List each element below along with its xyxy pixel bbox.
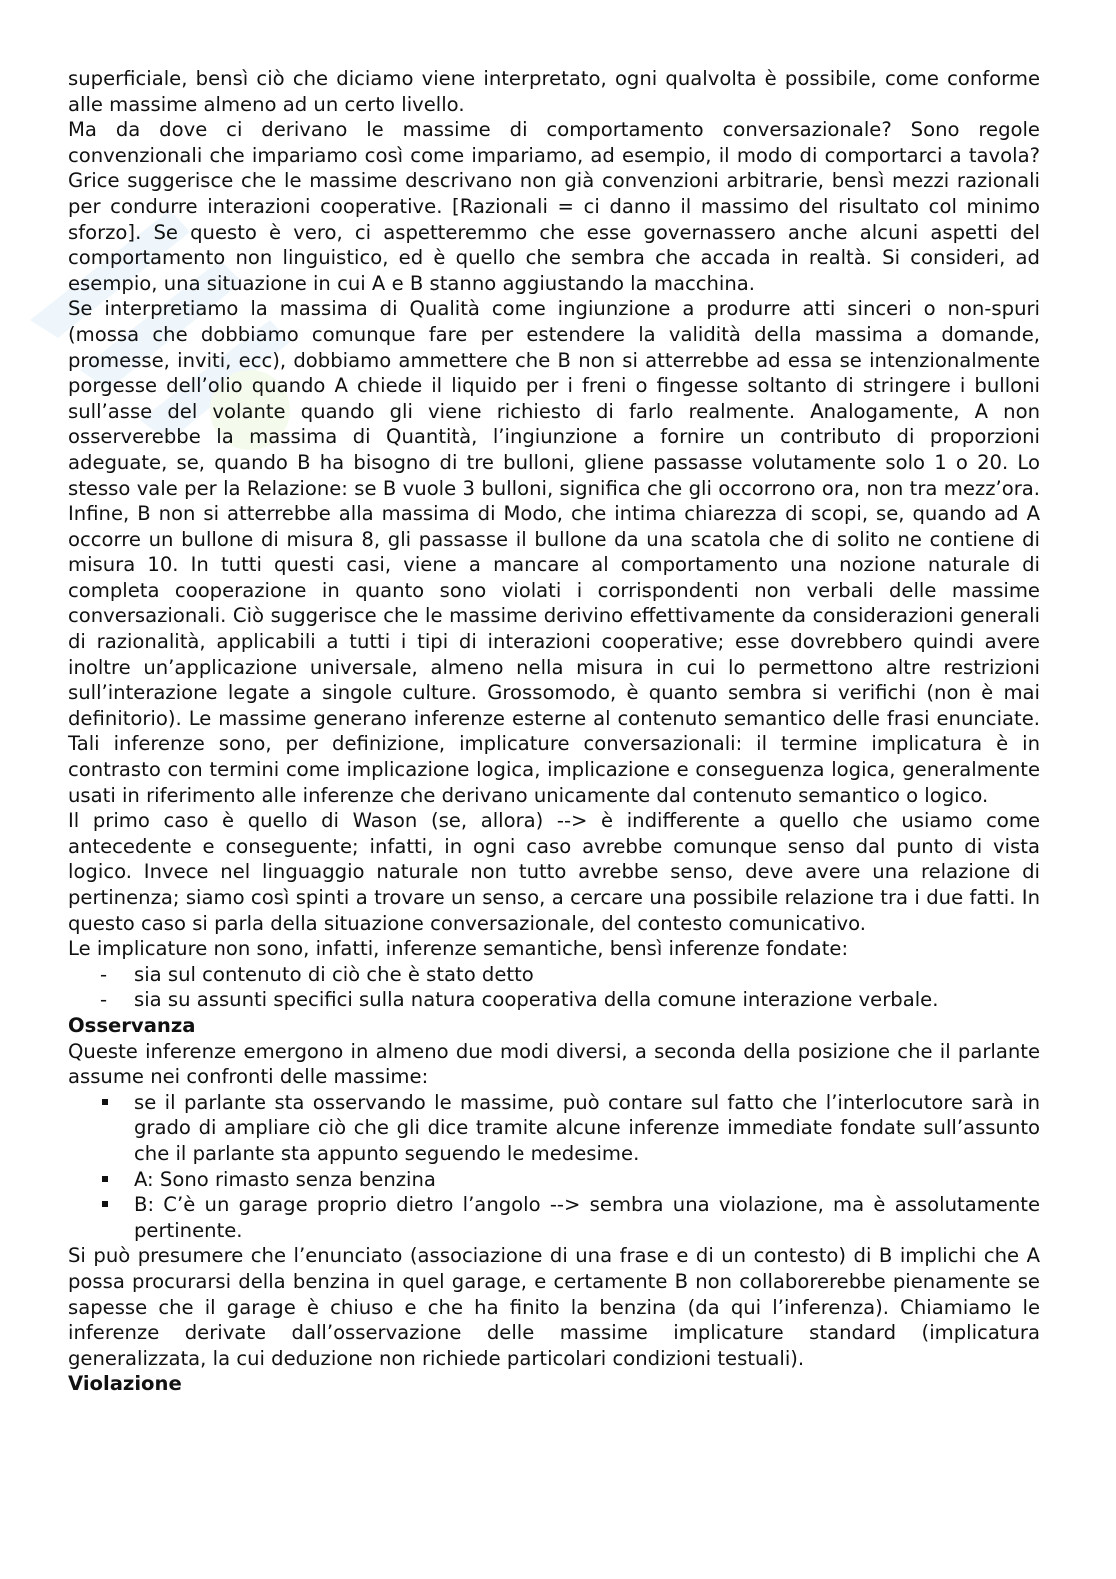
paragraph-7: Si può presumere che l’enunciato (associazione di una frase e di un contesto) di B implichi che A possa procurarsi della benzina in quel garage, e certamente B non collaborerebbe pienamente se sapesse che il garage è chiuso e che ha finito la benzina (da qui l’inferenza). Chiamiamo le inferenze derivate dall’osservazione delle massime implicature standard (implicatura generalizzata, la cui deduzione non richiede particolari condizioni testuali). <box>68 1244 1040 1370</box>
paragraph-4: Il primo caso è quello di Wason (se, allora) --> è indifferente a quello che usiamo come antecedente e conseguente; infatti, in ogni caso avrebbe comunque senso dal punto di vista logico. Invece nel linguaggio naturale non tutto avrebbe senso, deve avere una relazione di pertinenza; siamo così spinti a trovare un senso, a cercare una possibile relazione tra i due fatti. In questo caso si parla della situazione conversazionale, del contesto comunicativo. <box>68 809 1040 935</box>
paragraph-3: Se interpretiamo la massima di Qualità come ingiunzione a produrre atti sinceri o non-spuri (mossa che dobbiamo comunque fare per estendere la validità della massima a domande, promesse, inviti, ecc), dobbiamo ammettere che B non si atterrebbe ad essa se intenzionalmente porgesse dell’olio quando A chiede il liquido per i freni o fingesse soltanto di stringere i bulloni sull’asse del volante quando gli viene richiesto di farlo realmente. Analogamente, A non osserverebbe la massima di Quantità, l’ingiunzione a fornire un contributo di proporzioni adeguate, se, quando B ha bisogno di tre bulloni, gliene passasse volutamente solo 1 o 20. Lo stesso vale per la Relazione: se B vuole 3 bulloni, significa che gli occorrono ora, non tra mezz’ora. Infine, B non si atterrebbe alla massima di Modo, che intima chiarezza di scopi, se, quando ad A occorre un bullone di misura 8, gli passasse il bullone da una scatola che di solito ne contiene di misura 10. In tutti questi casi, viene a mancare al comportamento una nozione naturale di completa cooperazione in quanto sono violati i corrispondenti non verbali delle massime conversazionali. Ciò suggerisce che le massime derivino effettivamente da considerazioni generali di razionalità, applicabili a tutti i tipi di interazioni cooperative; esse dovrebbero quindi avere inoltre un’applicazione universale, almeno nella misura in cui lo permettono altre restrizioni sull’interazione legate a singole culture. Grossomodo, è quanto sembra si verifichi (non è mai definitorio). Le massime generano inferenze esterne al contenuto semantico delle frasi enunciate. Tali inferenze sono, per definizione, implicature conversazionali: il termine implicatura è in contrasto con termini come implicazione logica, implicazione e conseguenza logica, generalmente usati in riferimento alle inferenze che derivano unicamente dal contenuto semantico o logico. <box>68 297 1040 807</box>
paragraph-1: superficiale, bensì ciò che diciamo viene interpretato, ogni qualvolta è possibile, come conforme alle massime almeno ad un certo livello. <box>68 67 1040 116</box>
paragraph-6: Queste inferenze emergono in almeno due modi diversi, a seconda della posizione che il parlante assume nei confronti delle massime: <box>68 1039 1040 1089</box>
paragraph-2: Ma da dove ci derivano le massime di comportamento conversazionale? Sono regole convenzionali che impariamo così come impariamo, ad esempio, il modo di comportarci a tavola? Grice suggerisce che le massime descrivano non già convenzioni arbitrarie, bensì mezzi razionali per condurre interazioni cooperative. [Razionali = ci danno il massimo del risultato col minimo sforzo]. Se questo è vero, ci aspetteremmo che esse governassero anche alcuni aspetti del comportamento non linguistico, ed è quello che sembra che accada in realtà. Si consideri, ad esempio, una situazione in cui A e B stanno aggiustando la macchina. <box>68 118 1040 295</box>
dash-list <box>68 962 1040 1013</box>
list-item: - sia su assunti specifici sulla natura cooperativa della comune interazione verbale. <box>68 987 1040 1013</box>
document-page <box>68 66 1040 1397</box>
list-item: A: Sono rimasto senza benzina <box>68 1167 1040 1193</box>
list-item: B: C’è un garage proprio dietro l’angolo --> sembra una violazione, ma è assolutamente pertinente. <box>68 1192 1040 1243</box>
heading-violazione: Violazione <box>68 1372 182 1396</box>
list-item: - sia sul contenuto di ciò che è stato detto <box>68 962 1040 988</box>
square-list <box>68 1090 1040 1244</box>
heading-osservanza: Osservanza <box>68 1013 196 1037</box>
paragraph-5: Le implicature non sono, infatti, inferenze semantiche, bensì inferenze fondate: <box>68 937 849 961</box>
list-item: se il parlante sta osservando le massime, può contare sul fatto che l’interlocutore sarà in grado di ampliare ciò che gli dice tramite alcune inferenze immediate fondate sull’assunto che il parlante sta appunto seguendo le medesime. <box>68 1090 1040 1167</box>
